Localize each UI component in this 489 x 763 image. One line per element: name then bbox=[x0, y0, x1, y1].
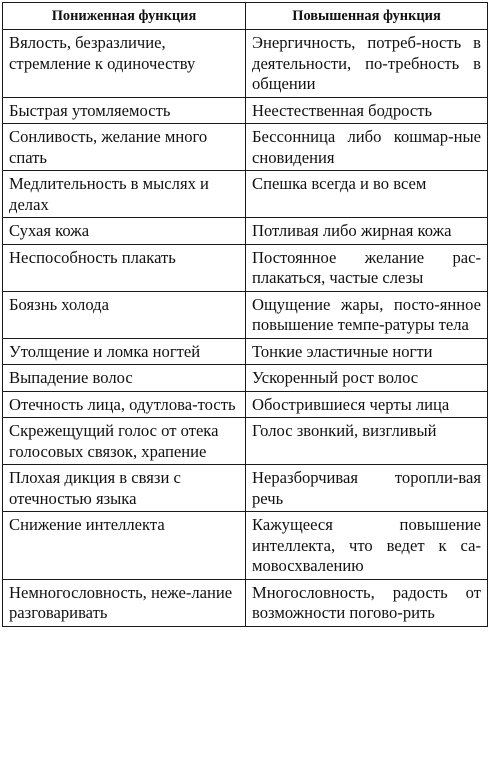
table-row bbox=[3, 291, 488, 338]
header-row bbox=[3, 3, 488, 30]
reduced-cell: Отечность лица, одутлова-тость bbox=[3, 391, 246, 418]
increased-cell: Постоянное желание рас-плакаться, частые слезы bbox=[246, 244, 488, 291]
reduced-cell: Скрежещущий голос от отека голосовых связок, храпение bbox=[3, 418, 246, 465]
increased-cell: Энергичность, потреб-ность в деятельности, по-требность в общении bbox=[246, 30, 488, 98]
increased-cell: Обострившиеся черты лица bbox=[246, 391, 488, 418]
table-header bbox=[3, 3, 488, 30]
header-reduced-function: Пониженная функция bbox=[3, 3, 246, 30]
table-body bbox=[3, 30, 488, 627]
table-row bbox=[3, 579, 488, 626]
reduced-cell: Неспособность плакать bbox=[3, 244, 246, 291]
reduced-cell: Немногословность, неже-лание разговаривать bbox=[3, 579, 246, 626]
increased-cell: Неразборчивая торопли-вая речь bbox=[246, 465, 488, 512]
table-row bbox=[3, 218, 488, 245]
comparison-table bbox=[2, 2, 488, 627]
reduced-cell: Плохая дикция в связи с отечностью языка bbox=[3, 465, 246, 512]
reduced-cell: Медлительность в мыслях и делах bbox=[3, 171, 246, 218]
table-row bbox=[3, 124, 488, 171]
increased-cell: Потливая либо жирная кожа bbox=[246, 218, 488, 245]
increased-cell: Ощущение жары, посто-янное повышение темпе-ратуры тела bbox=[246, 291, 488, 338]
table-row bbox=[3, 365, 488, 392]
table-row bbox=[3, 465, 488, 512]
reduced-cell: Утолщение и ломка ногтей bbox=[3, 338, 246, 365]
table-row bbox=[3, 418, 488, 465]
table-row bbox=[3, 171, 488, 218]
table-row bbox=[3, 338, 488, 365]
increased-cell: Спешка всегда и во всем bbox=[246, 171, 488, 218]
increased-cell: Ускоренный рост волос bbox=[246, 365, 488, 392]
table-row bbox=[3, 512, 488, 580]
reduced-cell: Быстрая утомляемость bbox=[3, 97, 246, 124]
reduced-cell: Вялость, безразличие, стремление к одиночеству bbox=[3, 30, 246, 98]
reduced-cell: Сухая кожа bbox=[3, 218, 246, 245]
increased-cell: Многословность, радость от возможности погово-рить bbox=[246, 579, 488, 626]
table-row bbox=[3, 391, 488, 418]
increased-cell: Голос звонкий, визгливый bbox=[246, 418, 488, 465]
reduced-cell: Выпадение волос bbox=[3, 365, 246, 392]
table-row bbox=[3, 244, 488, 291]
reduced-cell: Боязнь холода bbox=[3, 291, 246, 338]
increased-cell: Бессонница либо кошмар-ные сновидения bbox=[246, 124, 488, 171]
reduced-cell: Снижение интеллекта bbox=[3, 512, 246, 580]
increased-cell: Неестественная бодрость bbox=[246, 97, 488, 124]
increased-cell: Тонкие эластичные ногти bbox=[246, 338, 488, 365]
table-row bbox=[3, 30, 488, 98]
increased-cell: Кажущееся повышение интеллекта, что ведет к са-мовосхвалению bbox=[246, 512, 488, 580]
reduced-cell: Сонливость, желание много спать bbox=[3, 124, 246, 171]
header-increased-function: Повышенная функция bbox=[246, 3, 488, 30]
table-row bbox=[3, 97, 488, 124]
